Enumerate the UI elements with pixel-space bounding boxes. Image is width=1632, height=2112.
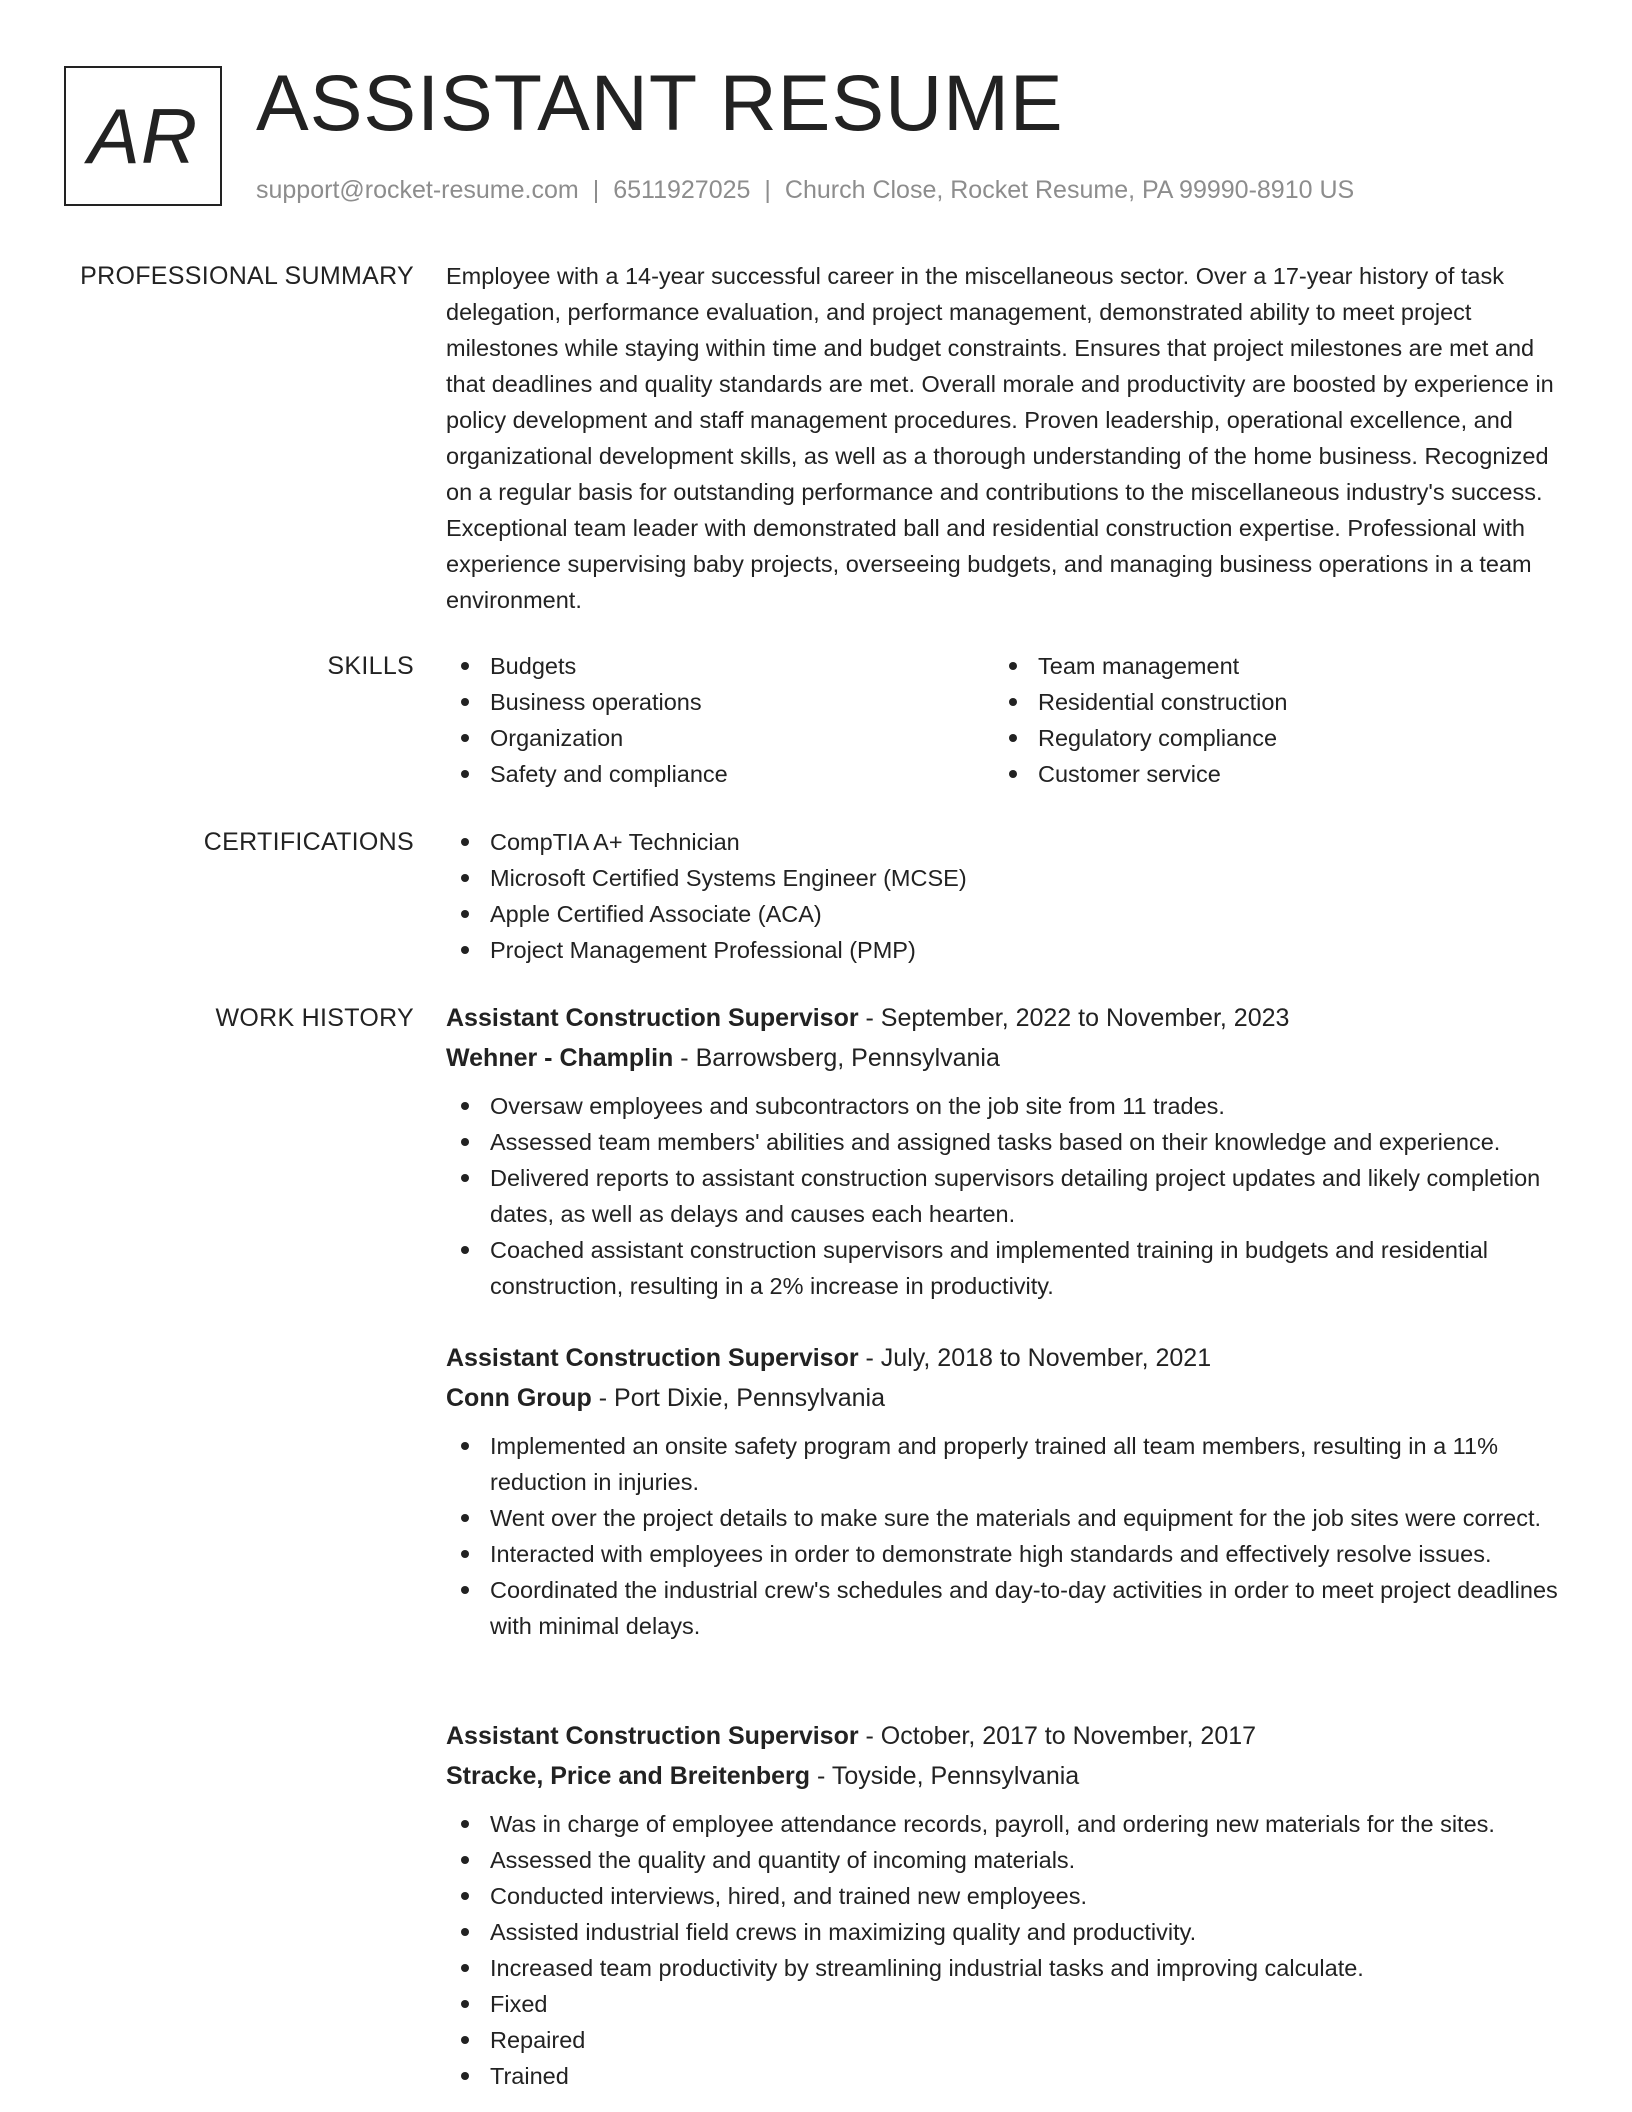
skill-item: Business operations bbox=[446, 684, 994, 720]
job-role: Assistant Construction Supervisor bbox=[446, 1344, 859, 1372]
job-title-line: Assistant Construction Supervisor - September, 2022 to November, 2023 bbox=[446, 1004, 1290, 1032]
certifications-body bbox=[446, 824, 1562, 968]
job-dates: September, 2022 to November, 2023 bbox=[880, 1004, 1290, 1032]
skill-item: Customer service bbox=[994, 756, 1542, 792]
job-bullet: Interacted with employees in order to demonstrate high standards and effectively resolve issues. bbox=[446, 1536, 1562, 1572]
skills-list-right bbox=[994, 648, 1542, 792]
job-bullets bbox=[446, 1806, 1562, 2094]
skill-item: Residential construction bbox=[994, 684, 1542, 720]
job-bullet: Implemented an onsite safety program and properly trained all team members, resulting in a 11% reduction in injuries. bbox=[446, 1428, 1562, 1500]
job-entry bbox=[446, 1338, 1562, 1644]
job-title-line: Assistant Construction Supervisor - July, 2018 to November, 2021 bbox=[446, 1344, 1212, 1372]
certification-item: Project Management Professional (PMP) bbox=[446, 932, 1562, 968]
job-dates: July, 2018 to November, 2021 bbox=[880, 1344, 1212, 1372]
job-bullet: Was in charge of employee attendance records, payroll, and ordering new materials for the sites. bbox=[446, 1806, 1562, 1842]
skill-item: Regulatory compliance bbox=[994, 720, 1542, 756]
section-title-certifications: CERTIFICATIONS bbox=[203, 828, 414, 856]
job-location: Barrowsberg, Pennsylvania bbox=[695, 1044, 1000, 1072]
job-bullet: Repaired bbox=[446, 2022, 1562, 2058]
skill-item: Safety and compliance bbox=[446, 756, 994, 792]
skill-item: Team management bbox=[994, 648, 1542, 684]
summary-body bbox=[446, 258, 1562, 618]
contact-separator: | bbox=[764, 176, 771, 204]
job-bullets bbox=[446, 1428, 1562, 1644]
skills-list-left bbox=[446, 648, 994, 792]
contact-phone: 6511927025 bbox=[613, 176, 751, 204]
job-company: Stracke, Price and Breitenberg bbox=[446, 1762, 811, 1790]
job-bullet: Assessed the quality and quantity of incoming materials. bbox=[446, 1842, 1562, 1878]
job-bullet: Fixed bbox=[446, 1986, 1562, 2022]
job-bullet: Assisted industrial field crews in maximizing quality and productivity. bbox=[446, 1914, 1562, 1950]
job-company-line: Conn Group - Port Dixie, Pennsylvania bbox=[446, 1384, 885, 1412]
section-title-summary: PROFESSIONAL SUMMARY bbox=[80, 262, 414, 290]
summary-text: Employee with a 14-year successful career in the miscellaneous sector. Over a 17-year history of task delegation, performance evaluation, and project management, demonstrated ability to meet project milestones while staying within time and budget constraints. Ensures that project milestones are met and that deadlines and quality standards are met. Overall morale and productivity are boosted by experience in policy development and staff management procedures. Proven leadership, operational excellence, and organizational development skills, as well as a thorough understanding of the home business. Recognized on a regular basis for outstanding performance and contributions to the miscellaneous industry's success. Exceptional team leader with demonstrated ball and residential construction expertise. Professional with experience supervising baby projects, overseeing budgets, and managing business operations in a team environment. bbox=[446, 263, 1554, 613]
job-bullet: Increased team productivity by streamlining industrial tasks and improving calculate. bbox=[446, 1950, 1562, 1986]
monogram-logo: AR bbox=[64, 66, 222, 206]
job-company-line: Stracke, Price and Breitenberg - Toyside, Pennsylvania bbox=[446, 1762, 1080, 1790]
certification-item: CompTIA A+ Technician bbox=[446, 824, 1562, 860]
contact-email: support@rocket-resume.com bbox=[256, 176, 579, 204]
job-bullets bbox=[446, 1088, 1562, 1304]
section-title-work-history: WORK HISTORY bbox=[215, 1004, 414, 1032]
skill-item: Budgets bbox=[446, 648, 994, 684]
job-company-line: Wehner - Champlin - Barrowsberg, Pennsylvania bbox=[446, 1044, 1000, 1072]
job-bullet: Went over the project details to make sure the materials and equipment for the job sites were correct. bbox=[446, 1500, 1562, 1536]
job-entry bbox=[446, 998, 1562, 1304]
job-company: Conn Group bbox=[446, 1384, 592, 1412]
skills-body bbox=[446, 648, 1562, 792]
contact-line bbox=[256, 172, 1354, 208]
job-bullet: Assessed team members' abilities and assigned tasks based on their knowledge and experience. bbox=[446, 1124, 1562, 1160]
resume-title: ASSISTANT RESUME bbox=[256, 58, 1064, 147]
section-title-skills: SKILLS bbox=[327, 652, 414, 680]
job-title-line: Assistant Construction Supervisor - October, 2017 to November, 2017 bbox=[446, 1722, 1257, 1750]
job-bullet: Oversaw employees and subcontractors on the job site from 11 trades. bbox=[446, 1088, 1562, 1124]
job-bullet: Delivered reports to assistant construction supervisors detailing project updates and likely completion dates, as well as delays and causes each hearten. bbox=[446, 1160, 1562, 1232]
job-bullet: Trained bbox=[446, 2058, 1562, 2094]
certification-item: Microsoft Certified Systems Engineer (MCSE) bbox=[446, 860, 1562, 896]
contact-separator: | bbox=[592, 176, 600, 204]
job-location: Toyside, Pennsylvania bbox=[831, 1762, 1080, 1790]
contact-address: Church Close, Rocket Resume, PA 99990-8910 US bbox=[784, 176, 1355, 204]
certification-item: Apple Certified Associate (ACA) bbox=[446, 896, 1562, 932]
job-bullet: Coached assistant construction supervisors and implemented training in budgets and residential construction, resulting in a 2% increase in productivity. bbox=[446, 1232, 1562, 1304]
job-location: Port Dixie, Pennsylvania bbox=[614, 1384, 885, 1412]
job-role: Assistant Construction Supervisor bbox=[446, 1722, 859, 1750]
job-role: Assistant Construction Supervisor bbox=[446, 1004, 859, 1032]
job-entry bbox=[446, 1716, 1562, 2094]
skill-item: Organization bbox=[446, 720, 994, 756]
job-bullet: Coordinated the industrial crew's schedules and day-to-day activities in order to meet project deadlines with minimal delays. bbox=[446, 1572, 1562, 1644]
certifications-list bbox=[446, 824, 1562, 968]
job-company: Wehner - Champlin bbox=[446, 1044, 674, 1072]
job-dates: October, 2017 to November, 2017 bbox=[880, 1722, 1257, 1750]
job-bullet: Conducted interviews, hired, and trained new employees. bbox=[446, 1878, 1562, 1914]
